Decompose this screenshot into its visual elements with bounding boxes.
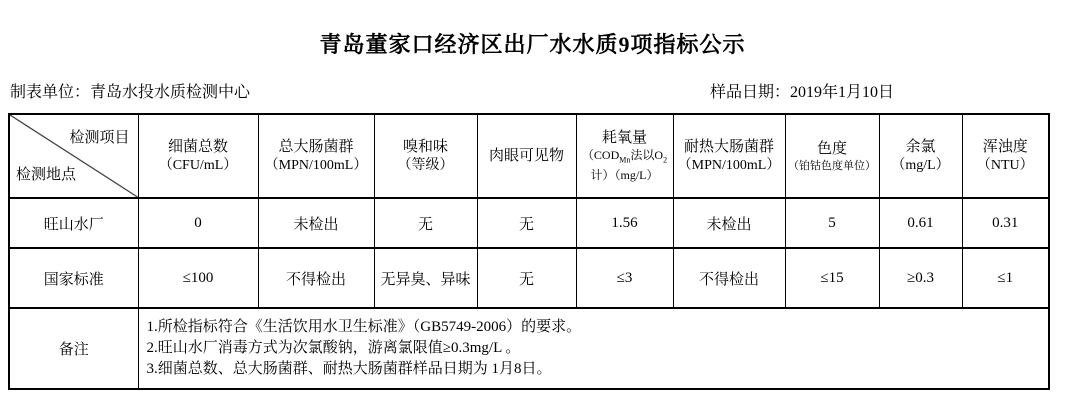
cell-value: ≤15 xyxy=(785,248,879,308)
header-cell-chromaticity xyxy=(785,114,879,198)
header-cell-total-bacteria xyxy=(138,114,258,198)
cell-value: 无 xyxy=(374,198,477,248)
corner-label-items: 检测项目 xyxy=(69,130,130,146)
header-unit: （mg/L） xyxy=(891,157,950,173)
header-name: 余氯 xyxy=(905,138,936,155)
header-name: 肉眼可见物 xyxy=(488,147,564,164)
cell-value: 0.31 xyxy=(962,198,1049,248)
notes-label: 备注 xyxy=(9,308,138,389)
note-line-1: 1.所检指标符合《生活饮用水卫生标准》（GB5749-2006）的要求。 xyxy=(146,319,582,335)
header-name: 嗅和味 xyxy=(402,138,448,155)
header-cell-total-coliform xyxy=(258,114,374,198)
header-cell-turbidity xyxy=(962,114,1049,198)
header-unit: （CFU/mL） xyxy=(158,157,238,173)
header-unit: （等级） xyxy=(397,157,454,173)
note-line-2: 2.旺山水厂消毒方式为次氯酸钠，游离氯限值≥0.3mg/L 。 xyxy=(146,340,521,356)
notes-row xyxy=(9,308,1049,389)
notes-content-cell xyxy=(138,308,1049,389)
header-name: 耐热大肠菌群 xyxy=(683,138,774,155)
table-row-national-standard xyxy=(9,248,1049,308)
water-quality-table xyxy=(8,113,1050,390)
cell-value: ≤1 xyxy=(962,248,1049,308)
header-unit: （$COD_{Mn}$法以$O_2$计）（mg/L） xyxy=(581,148,668,182)
cell-value: 不得检出 xyxy=(258,248,374,308)
header-cell-residual-chlorine xyxy=(879,114,962,198)
header-cell-visible-matter xyxy=(477,114,576,198)
header-row xyxy=(9,114,1049,198)
header-cell-cod xyxy=(576,114,673,198)
producer-label: 制表单位：青岛水投水质检测中心 xyxy=(10,84,251,101)
cell-value: 0.61 xyxy=(879,198,962,248)
cell-value: ≤3 xyxy=(576,248,673,308)
header-name: 耗氧量 xyxy=(601,130,647,147)
header-name: 浑浊度 xyxy=(982,138,1028,155)
table-row-plant xyxy=(9,198,1049,248)
corner-label-sites: 检测地点 xyxy=(16,167,77,183)
cell-value: 5 xyxy=(785,198,879,248)
corner-header-cell xyxy=(9,114,138,198)
header-unit: （MPN/100mL） xyxy=(677,157,781,173)
header-name: 细菌总数 xyxy=(167,138,228,155)
cell-value: 0 xyxy=(138,198,258,248)
header-cell-thermotolerant-coliform xyxy=(673,114,785,198)
cell-value: 未检出 xyxy=(258,198,374,248)
header-name: 色度 xyxy=(816,140,847,157)
header-unit: （铂钴色度单位） xyxy=(788,159,876,172)
header-name: 总大肠菌群 xyxy=(278,138,354,155)
cell-value: 1.56 xyxy=(576,198,673,248)
header-unit: （MPN/100mL） xyxy=(264,157,368,173)
cell-value: 未检出 xyxy=(673,198,785,248)
cell-value: 无 xyxy=(477,248,576,308)
row-label-standard: 国家标准 xyxy=(9,248,138,308)
row-label-plant: 旺山水厂 xyxy=(9,198,138,248)
sample-date-label: 样品日期：2019年1月10日 xyxy=(710,84,895,101)
page-title: 青岛董家口经济区出厂水水质9项指标公示 xyxy=(319,32,746,57)
cell-value: ≥0.3 xyxy=(879,248,962,308)
cell-value: ≤100 xyxy=(138,248,258,308)
header-cell-odor-taste xyxy=(374,114,477,198)
header-unit: （NTU） xyxy=(976,157,1034,173)
cell-value: 无异臭、异味 xyxy=(374,248,477,308)
cell-value: 无 xyxy=(477,198,576,248)
cell-value: 不得检出 xyxy=(673,248,785,308)
note-line-3: 3.细菌总数、总大肠菌群、耐热大肠菌群样品日期为 1月8日。 xyxy=(146,361,552,377)
